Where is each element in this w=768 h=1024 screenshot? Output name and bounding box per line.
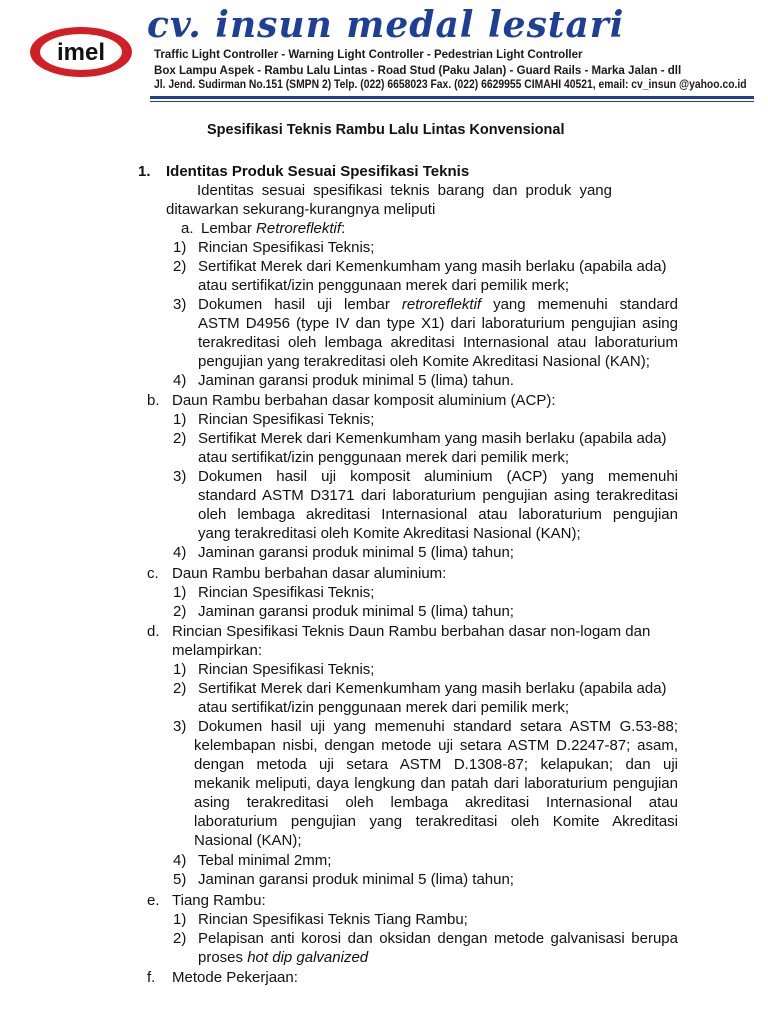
- a-2-line-1: Sertifikat Merek dari Kemenkumham yang masih berlaku (apabila ada): [198, 258, 667, 275]
- a-3-number: 3): [173, 296, 187, 313]
- c-2-number: 2): [173, 603, 187, 620]
- item-c-text: Daun Rambu berbahan dasar aluminium:: [172, 565, 447, 582]
- e-2-line-1: Pelapisan anti korosi dan oksidan dengan metode galvanisasi berupa: [198, 930, 678, 947]
- a-1-line-1: Rincian Spesifikasi Teknis;: [198, 239, 375, 256]
- item-b-text: Daun Rambu berbahan dasar komposit aluminium (ACP):: [172, 392, 556, 409]
- item-d-text-line-1: Rincian Spesifikasi Teknis Daun Rambu berbahan dasar non-logam dan: [172, 623, 651, 640]
- d-1-number: 1): [173, 661, 187, 678]
- item-d-text-line-2: melampirkan:: [172, 642, 263, 659]
- a-3-line-3: terakreditasi oleh lembaga akreditasi Internasional atau laboraturium: [198, 334, 678, 351]
- c-1-line-1: Rincian Spesifikasi Teknis;: [198, 584, 375, 601]
- section-number: 1.: [138, 163, 151, 180]
- d-3-line-7: Nasional (KAN);: [194, 832, 302, 849]
- d-3-line-1: Dokumen hasil uji yang memenuhi standard setara ASTM G.53-88;: [198, 718, 678, 735]
- item-a-text: Lembar Retroreflektif:: [201, 220, 346, 237]
- b-2-number: 2): [173, 430, 187, 447]
- letterhead-products-line-1: Traffic Light Controller - Warning Light Controller - Pedestrian Light Controller: [154, 47, 583, 61]
- b-3-line-4: yang terakreditasi oleh Komite Akreditasi Nasional (KAN);: [198, 525, 581, 542]
- b-2-line-2: atau sertifikat/izin penggunaan merek dari pemilik merk;: [198, 449, 570, 466]
- d-4-number: 4): [173, 852, 187, 869]
- a-1-number: 1): [173, 239, 187, 256]
- d-4-line-1: Tebal minimal 2mm;: [198, 852, 332, 869]
- d-3-line-5: asing terakreditasi oleh lembaga akreditasi Internasional atau: [194, 794, 678, 811]
- document-title: Spesifikasi Teknis Rambu Lalu Lintas Konvensional: [207, 122, 565, 138]
- section-heading: Identitas Produk Sesuai Spesifikasi Teknis: [166, 163, 470, 180]
- b-4-line-1: Jaminan garansi produk minimal 5 (lima) tahun;: [198, 544, 514, 561]
- b-4-number: 4): [173, 544, 187, 561]
- d-1-line-1: Rincian Spesifikasi Teknis;: [198, 661, 375, 678]
- a-3-line-1: Dokumen hasil uji lembar retroreflektif yang memenuhi standard: [198, 296, 679, 313]
- e-2-line-2: proses hot dip galvanized: [198, 949, 369, 966]
- e-1-line-1: Rincian Spesifikasi Teknis Tiang Rambu;: [198, 911, 468, 928]
- c-1-number: 1): [173, 584, 187, 601]
- a-2-number: 2): [173, 258, 187, 275]
- a-3-line-4: pengujian yang terakreditasi oleh Komite Akreditasi Nasional (KAN);: [198, 353, 650, 370]
- d-5-number: 5): [173, 871, 187, 888]
- section-intro-line-1: Identitas sesuai spesifikasi teknis barang dan produk yang: [197, 182, 612, 199]
- d-3-line-6: laboraturium pengujian yang terakreditasi oleh Komite Akreditasi: [194, 813, 678, 830]
- b-2-line-1: Sertifikat Merek dari Kemenkumham yang masih berlaku (apabila ada): [198, 430, 667, 447]
- item-a-label: a.: [181, 220, 194, 237]
- item-f-text: Metode Pekerjaan:: [172, 969, 298, 986]
- letterhead-rule-thick: [150, 96, 754, 99]
- d-2-line-1: Sertifikat Merek dari Kemenkumham yang masih berlaku (apabila ada): [198, 680, 667, 697]
- item-b-label: b.: [147, 392, 160, 409]
- b-3-line-2: standard ASTM D3171 dari laboraturium pengujian asing terakreditasi: [198, 487, 678, 504]
- d-3-number: 3): [173, 718, 187, 735]
- b-3-line-3: oleh lembaga akreditasi Internasional atau laboraturium pengujian: [198, 506, 678, 523]
- section-intro-line-2: ditawarkan sekurang-kurangnya meliputi: [166, 201, 436, 218]
- b-1-number: 1): [173, 411, 187, 428]
- item-d-label: d.: [147, 623, 160, 640]
- letterhead-address: Jl. Jend. Sudirman No.151 (SMPN 2) Telp. (022) 6658023 Fax. (022) 6629955 CIMAHI 40521, email: cv_insun @yahoo.co.id: [154, 79, 747, 91]
- c-2-line-1: Jaminan garansi produk minimal 5 (lima) tahun;: [198, 603, 514, 620]
- d-3-line-2: kelembapan nisbi, dengan metode uji setara ASTM D.2247-87; asam,: [194, 737, 678, 754]
- logo-text: imel: [56, 39, 106, 66]
- letterhead-rule-thin: [150, 101, 754, 102]
- a-3-line-2: ASTM D4956 (type IV dan type X1) dari laboraturium pengujian asing: [198, 315, 678, 332]
- b-1-line-1: Rincian Spesifikasi Teknis;: [198, 411, 375, 428]
- d-2-line-2: atau sertifikat/izin penggunaan merek dari pemilik merk;: [198, 699, 570, 716]
- d-3-line-4: mekanik meliputi, daya lengkung dan patah dari laboraturium pengujian: [194, 775, 678, 792]
- a-4-line-1: Jaminan garansi produk minimal 5 (lima) tahun.: [198, 372, 514, 389]
- letterhead-products-line-2: Box Lampu Aspek - Rambu Lalu Lintas - Road Stud (Paku Jalan) - Guard Rails - Marka Jalan - dll: [154, 63, 682, 77]
- b-3-number: 3): [173, 468, 187, 485]
- e-1-number: 1): [173, 911, 187, 928]
- item-c-label: c.: [147, 565, 159, 582]
- e-2-number: 2): [173, 930, 187, 947]
- b-3-line-1: Dokumen hasil uji komposit aluminium (ACP) yang memenuhi: [198, 468, 678, 485]
- item-e-text: Tiang Rambu:: [172, 892, 266, 909]
- imel-logo: [28, 25, 134, 79]
- item-e-label: e.: [147, 892, 160, 909]
- d-5-line-1: Jaminan garansi produk minimal 5 (lima) tahun;: [198, 871, 514, 888]
- d-3-line-3: dengan metoda uji setara ASTM D.1308-87; kelapukan; dan uji: [194, 756, 678, 773]
- d-2-number: 2): [173, 680, 187, 697]
- item-f-label: f.: [147, 969, 156, 986]
- a-4-number: 4): [173, 372, 187, 389]
- a-2-line-2: atau sertifikat/izin penggunaan merek dari pemilik merk;: [198, 277, 570, 294]
- company-name: cv. insun medal lestari: [147, 4, 625, 46]
